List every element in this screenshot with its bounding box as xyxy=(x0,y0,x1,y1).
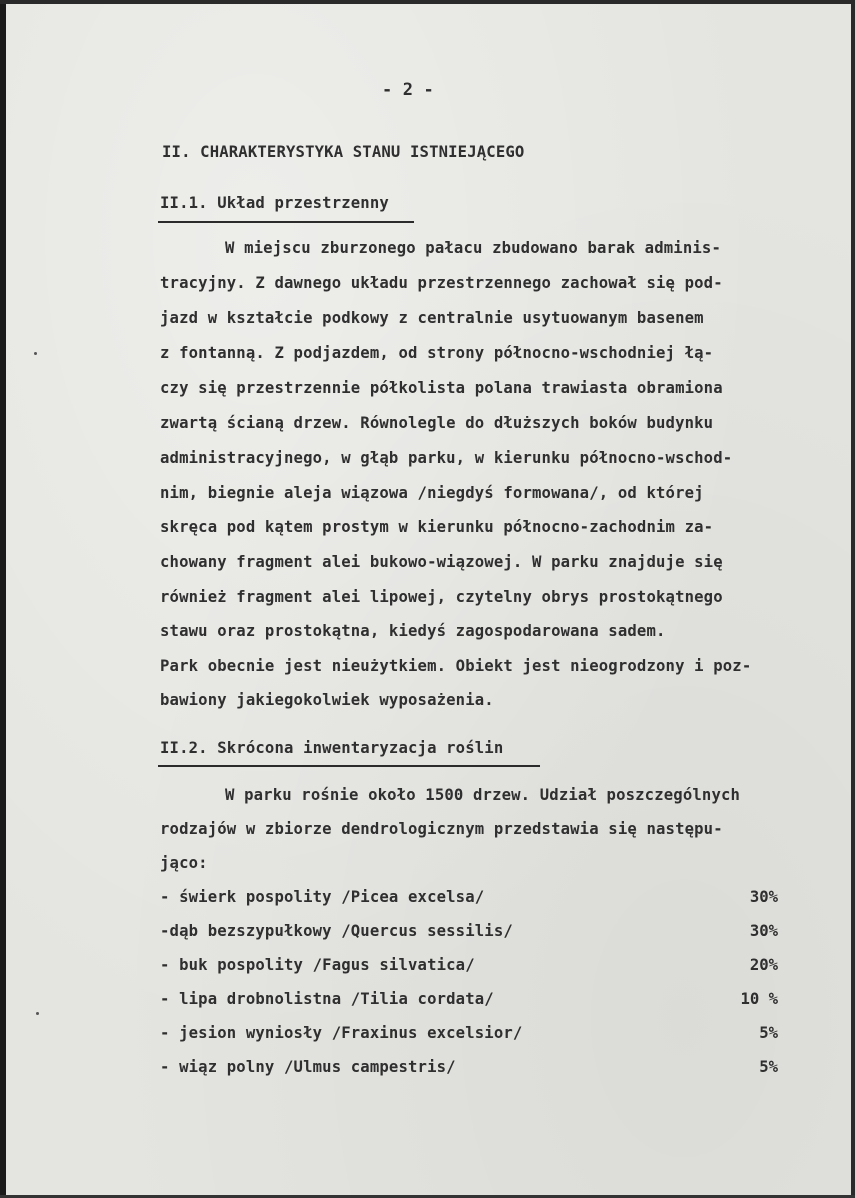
species-name: - wiąz polny /Ulmus campestris/ xyxy=(160,1058,456,1076)
paragraph-line: W miejscu zburzonego pałacu zbudowano barak adminis- xyxy=(225,239,721,257)
paragraph-line: chowany fragment alei bukowo-wiązowej. W parku znajduje się xyxy=(160,553,723,571)
scan-edge-right xyxy=(851,0,855,1198)
paragraph-line: bawiony jakiegokolwiek wyposażenia. xyxy=(160,691,494,709)
species-name: - jesion wyniosły /Fraxinus excelsior/ xyxy=(160,1024,523,1042)
section-title: II. CHARAKTERYSTYKA STANU ISTNIEJĄCEGO xyxy=(162,143,525,161)
paragraph-line: czy się przestrzennie półkolista polana trawiasta obramiona xyxy=(160,379,723,397)
subsection-heading-1: II.1. Układ przestrzenny xyxy=(160,194,389,212)
paragraph-line: rodzajów w zbiorze dendrologicznym przedstawia się następu- xyxy=(160,820,723,838)
species-share: 10 % xyxy=(740,990,778,1008)
paragraph-line: administracyjnego, w głąb parku, w kierunku północno-wschod- xyxy=(160,449,733,467)
species-share: 5% xyxy=(759,1024,778,1042)
paragraph-line: Park obecnie jest nieużytkiem. Obiekt jest nieogrodzony i poz- xyxy=(160,657,752,675)
paragraph-line: stawu oraz prostokątna, kiedyś zagospodarowana sadem. xyxy=(160,622,666,640)
paragraph-line: również fragment alei lipowej, czytelny obrys prostokątnego xyxy=(160,588,723,606)
species-share: 5% xyxy=(759,1058,778,1076)
heading-underline xyxy=(158,765,540,767)
species-share: 30% xyxy=(749,888,778,906)
paragraph-line: zwartą ścianą drzew. Równolegle do dłuższych boków budynku xyxy=(160,414,714,432)
paragraph-line: nim, biegnie aleja wiązowa /niegdyś formowana/, od której xyxy=(160,484,704,502)
species-name: -dąb bezszypułkowy /Quercus sessilis/ xyxy=(160,922,513,940)
paragraph-line: jąco: xyxy=(160,854,208,872)
scan-speck xyxy=(36,1012,39,1015)
scan-edge-top xyxy=(0,0,855,4)
species-name: - lipa drobnolistna /Tilia cordata/ xyxy=(160,990,494,1008)
species-name: - buk pospolity /Fagus silvatica/ xyxy=(160,956,475,974)
subsection-heading-2: II.2. Skrócona inwentaryzacja roślin xyxy=(160,739,504,757)
paragraph-line: z fontanną. Z podjazdem, od strony północno-wschodniej łą- xyxy=(160,344,714,362)
scan-edge-left xyxy=(0,0,6,1198)
species-name: - świerk pospolity /Picea excelsa/ xyxy=(160,888,485,906)
paragraph-line: tracyjny. Z dawnego układu przestrzennego zachował się pod- xyxy=(160,274,723,292)
scan-speck xyxy=(34,352,37,355)
paragraph-line: W parku rośnie około 1500 drzew. Udział poszczególnych xyxy=(225,786,741,804)
heading-underline xyxy=(158,221,414,223)
paragraph-line: skręca pod kątem prostym w kierunku północno-zachodnim za- xyxy=(160,518,714,536)
species-share: 30% xyxy=(749,922,778,940)
page-number: - 2 - xyxy=(382,80,434,100)
paragraph-line: jazd w kształcie podkowy z centralnie usytuowanym basenem xyxy=(160,309,704,327)
species-share: 20% xyxy=(749,956,778,974)
